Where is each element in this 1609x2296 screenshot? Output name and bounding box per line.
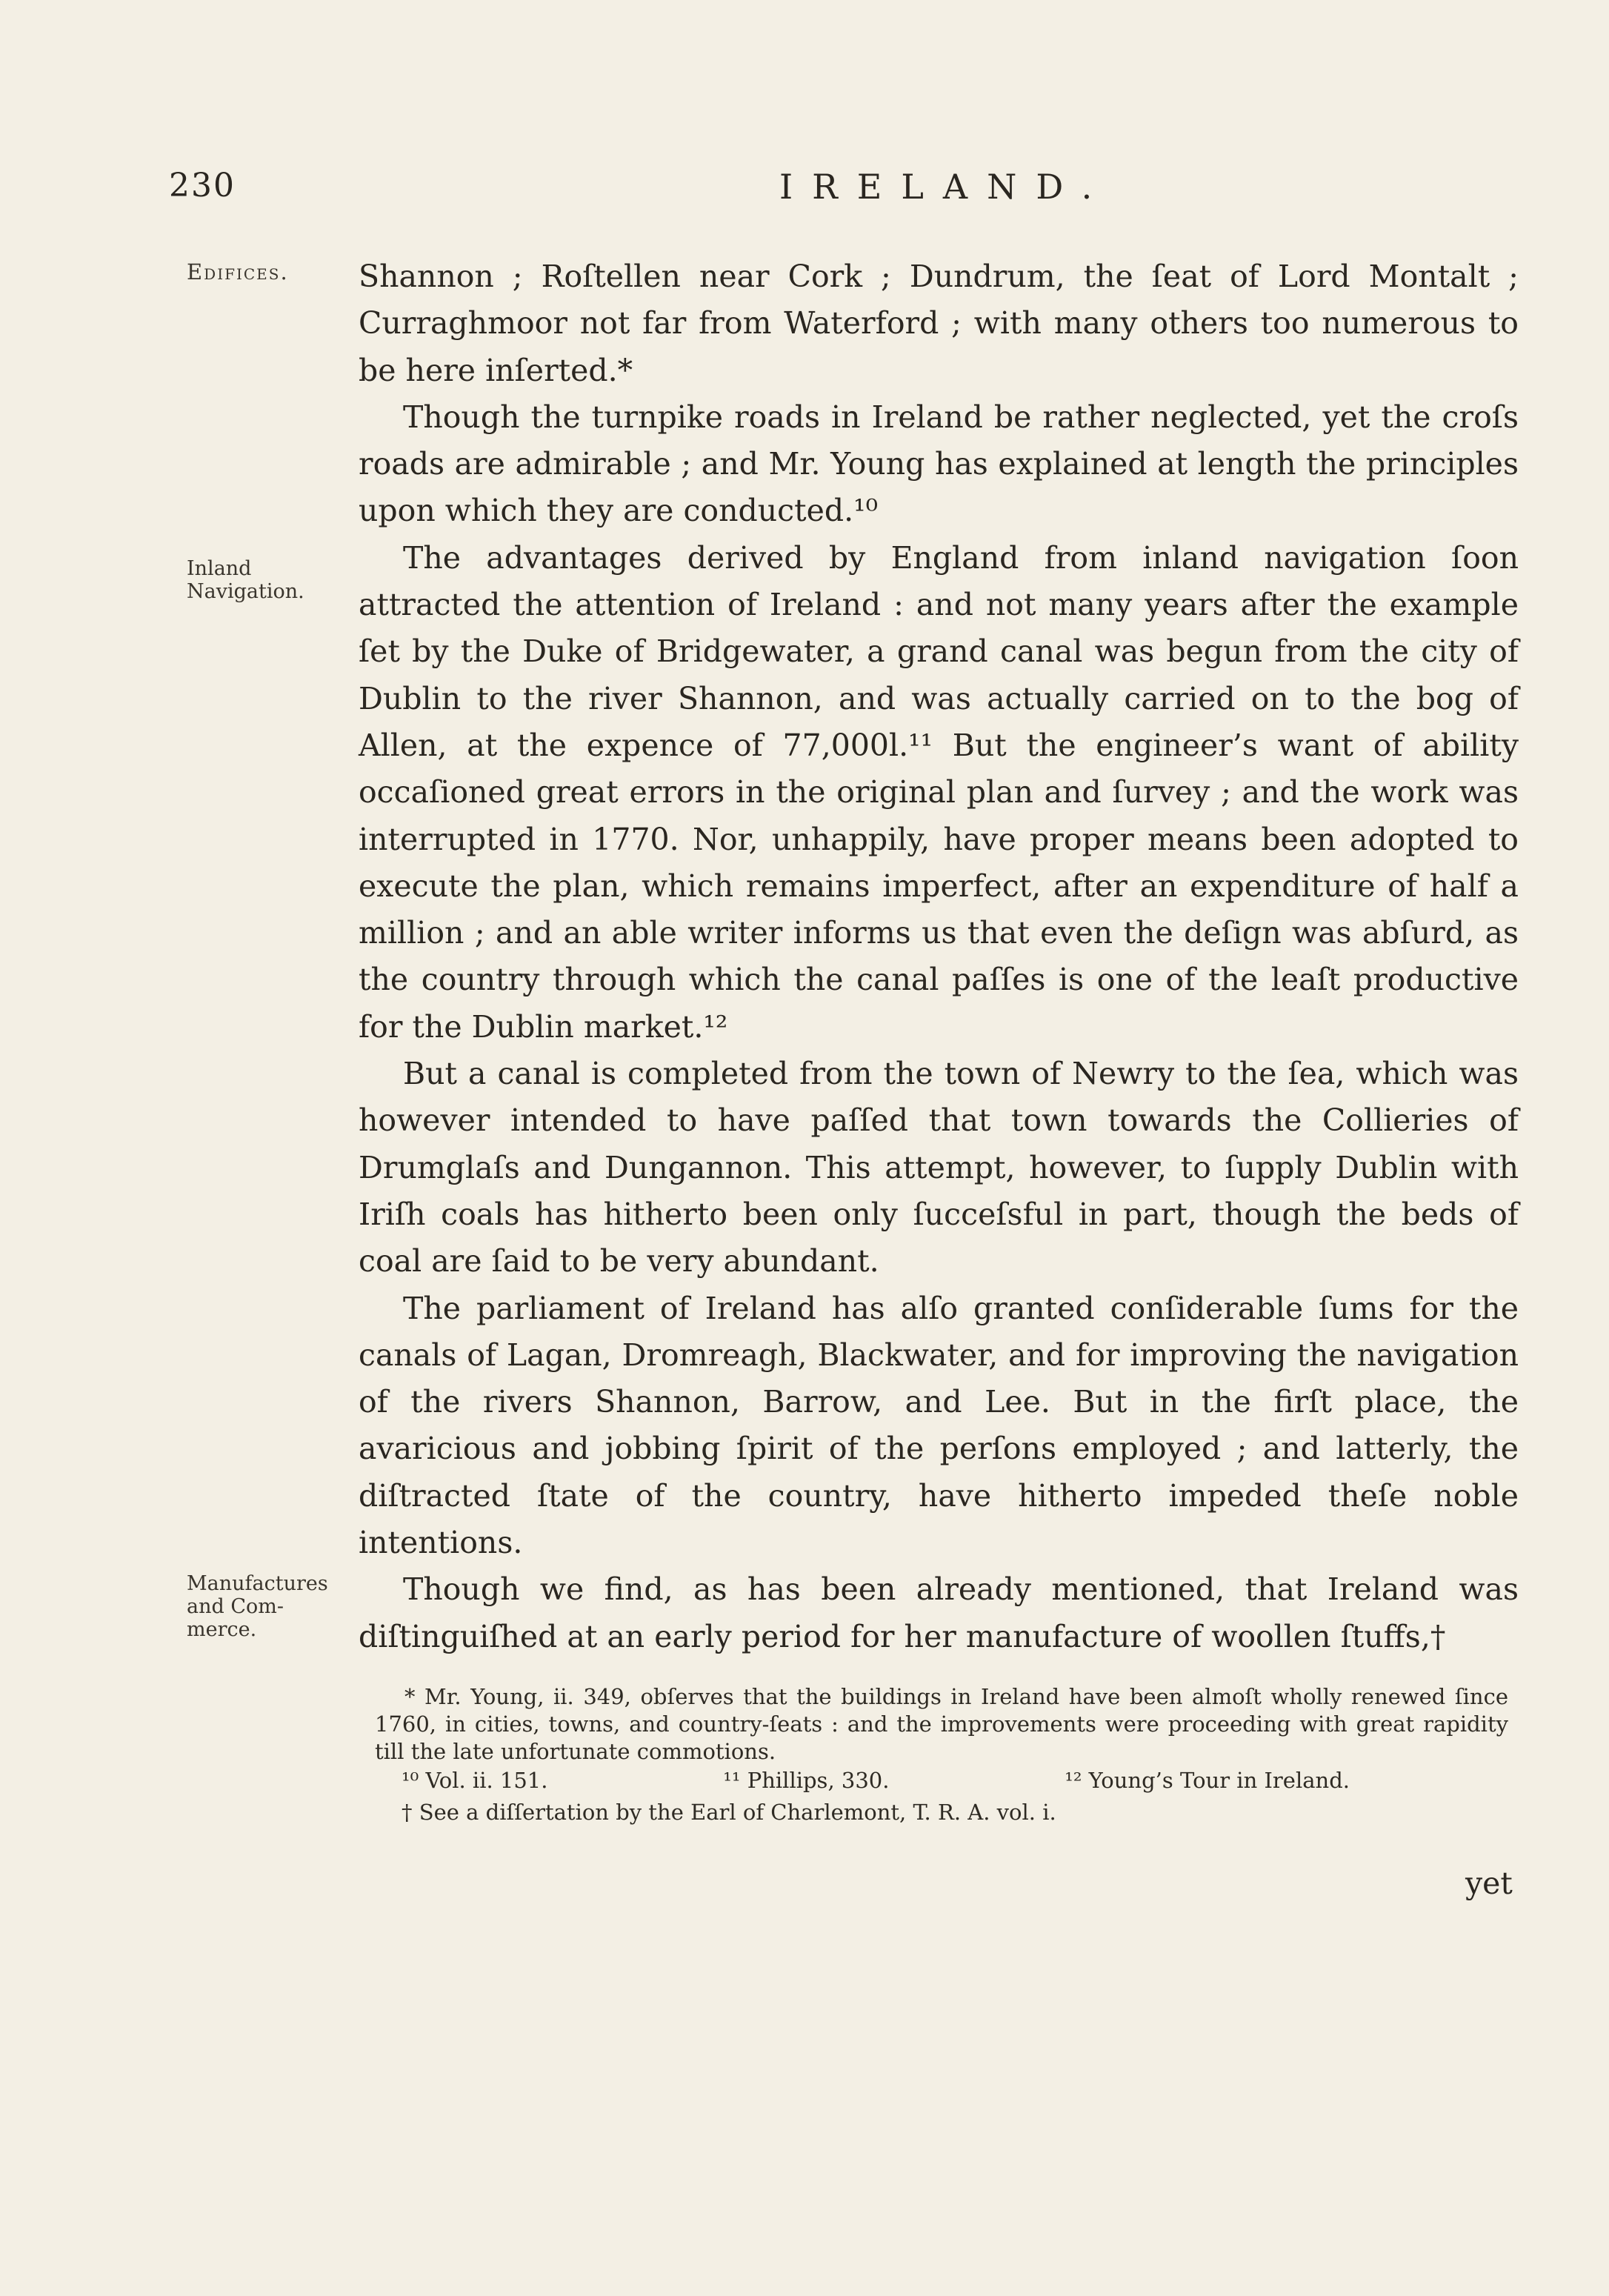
footnote-11: ¹¹ Phillips, 330. (723, 1768, 890, 1793)
footnote-references (402, 1767, 1350, 1794)
footnote-star: * Mr. Young, ii. 349, obſerves that the buildings in Ireland have been almoſt wholly renewed ſince 1760, in cities, towns, and country-ſeats : and the improvements were proceeding with great rapidity till the late unfortunate commotions. (375, 1684, 1508, 1764)
catchword: yet (1465, 1866, 1513, 1901)
page-header (0, 167, 1609, 219)
footnotes (375, 1683, 1508, 1828)
footnote-10: ¹⁰ Vol. ii. 151. (402, 1768, 548, 1793)
footnote-12: ¹² Young’s Tour in Ireland. (1065, 1768, 1350, 1793)
main-text (359, 253, 1519, 1660)
paragraph: The parliament of Ireland has alſo granted conſiderable ſums for the canals of Lagan, Dromreagh, Blackwater, and for improving the navigation of the rivers Shannon, Barrow, and Lee. But in the firſt place, the avaricious and jobbing ſpirit of the perſons employed ; and latterly, the diſtracted ſtate of the country, have hitherto impeded theſe noble intentions. (359, 1290, 1519, 1561)
page-number: 230 (169, 167, 236, 204)
margin-note-edifices: Edifices. (187, 259, 289, 284)
margin-note-inland-navigation: Inland Navigation. (187, 557, 304, 603)
paragraph: Though the turnpike roads in Ireland be rather neglected, yet the croſs roads are admirable ; and Mr. Young has explained at length the principles upon which they are conducted.¹⁰ (359, 399, 1519, 529)
paragraph: But a canal is completed from the town of Newry to the ſea, which was however intended to have paſſed that town towards the Collieries of Drumglaſs and Dungannon. This attempt, however, to ſupply Dublin with Iriſh coals has hitherto been only ſucceſsful in part, though the beds of coal are ſaid to be very abundant. (359, 1056, 1519, 1280)
footnote-dagger: † See a diſſertation by the Earl of Charlemont, T. R. A. vol. i. (402, 1800, 1056, 1825)
paragraph: Though we find, as has been already mentioned, that Ireland was diſtinguiſhed at an early period for her manufacture of woollen ſtuffs,† (359, 1571, 1519, 1654)
margin-note-manufactures: Manufactures and Com- merce. (187, 1572, 328, 1641)
running-head: IRELAND. (779, 167, 1112, 207)
paragraph: The advantages derived by England from inland navigation ſoon attracted the attention of Ireland : and not many years after the example ſet by the Duke of Bridgewater, a grand canal was begun from the city of Dublin to the river Shannon, and was actually carried on to the bog of Allen, at the expence of 77,000l.¹¹ But the engineer’s want of ability occaſioned great errors in the original plan and ſurvey ; and the work was interrupted in 1770. Nor, unhappily, have proper means been adopted to execute the plan, which remains imperfect, after an expenditure of half a million ; and an able writer informs us that even the deſign was abſurd, as the country through which the canal paſſes is one of the leaſt productive for the Dublin market.¹² (359, 539, 1519, 1045)
paragraph: Shannon ; Roſtellen near Cork ; Dundrum, the ſeat of Lord Montalt ; Curraghmoor not far from Waterford ; with many others too numerous to be here inſerted.* (359, 259, 1519, 388)
